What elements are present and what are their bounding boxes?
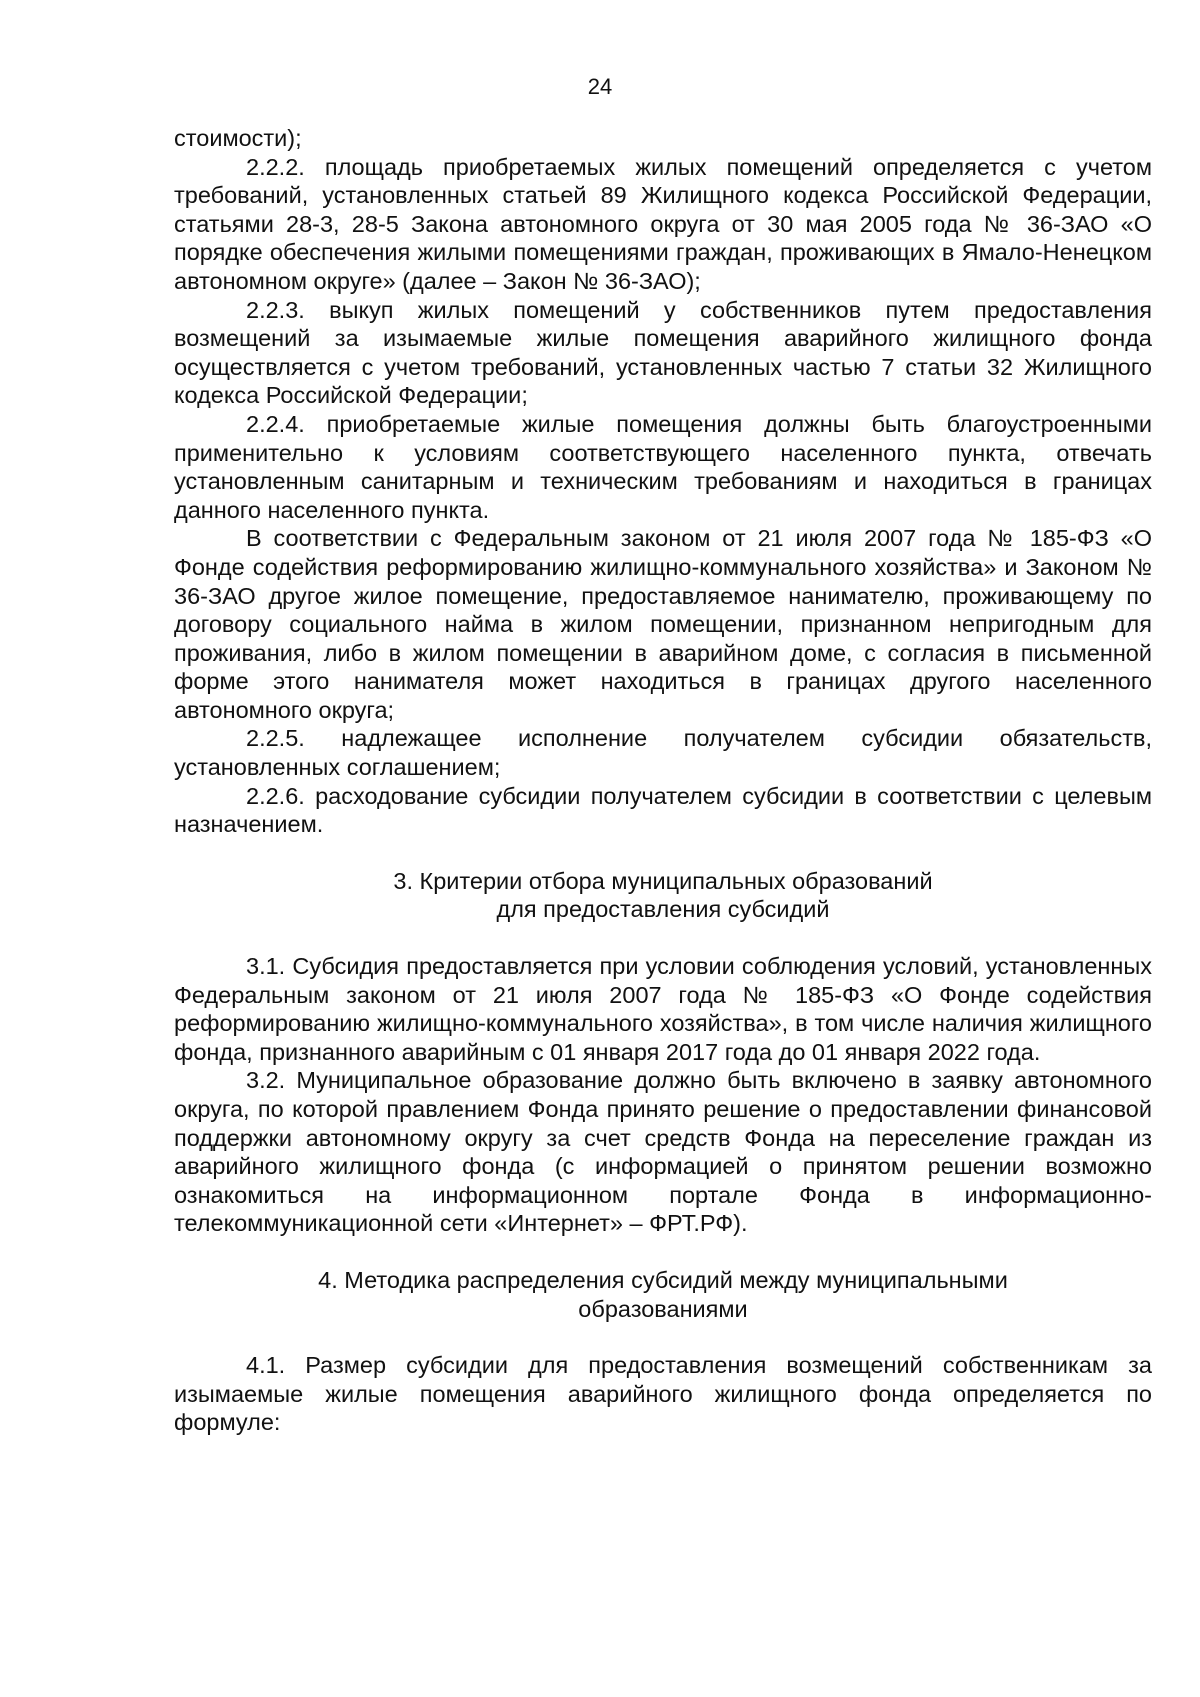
- section-4-body: [174, 1351, 1152, 1437]
- paragraph-federal-law: В соответствии с Федеральным законом от 21 июля 2007 года № 185-ФЗ «О Фонде содействия реформированию жилищно-коммунального хозяйства» и Законом № 36-ЗАО другое жилое помещение, предоставляемое нанимателю, проживающему по договору социального найма в жилом помещении, признанном непригодным для проживания, либо в жилом помещении в аварийном доме, с согласия в письменной форме этого нанимателя может находиться в границах другого населенного автономного округа;: [174, 525, 1152, 723]
- section-3-heading: [174, 867, 1152, 924]
- section-3-body: [174, 952, 1152, 1238]
- section-3-heading-line-1: 3. Критерии отбора муниципальных образований: [393, 867, 933, 894]
- paragraph-4-1: 4.1. Размер субсидии для предоставления возмещений собственникам за изымаемые жилые помещения аварийного жилищного фонда определяется по формуле:: [174, 1352, 1152, 1436]
- section-3-heading-line-2: для предоставления субсидий: [496, 896, 830, 923]
- page-number: 24: [587, 74, 613, 99]
- paragraph-3-1: 3.1. Субсидия предоставляется при условии соблюдения условий, установленных Федеральным законом от 21 июля 2007 года № 185-ФЗ «О Фонде содействия реформированию жилищно-коммунального хозяйства», в том числе наличия жилищного фонда, признанного аварийным с 01 января 2017 года до 01 января 2022 года.: [174, 953, 1152, 1065]
- paragraph-2-2-4: 2.2.4. приобретаемые жилые помещения должны быть благоустроенными применительно к условиям соответствующего населенного пункта, отвечать установленным санитарным и техническим требованиям и находиться в границах данного населенного пункта.: [174, 410, 1152, 523]
- paragraph-2-2-3: 2.2.3. выкуп жилых помещений у собственников путем предоставления возмещений за изымаемые жилые помещения аварийного жилищного фонда осуществляется с учетом требований, установленных частью 7 статьи 32 Жилищного кодекса Российской Федерации;: [174, 296, 1152, 409]
- paragraph-3-2: 3.2. Муниципальное образование должно быть включено в заявку автономного округа, по которой правлением Фонда принято решение о предоставлении финансовой поддержки автономному округу за счет средств Фонда на переселение граждан из аварийного жилищного фонда (с информацией о принятом решении возможно ознакомиться на информационном портале Фонда в информационно-телекоммуникационной сети «Интернет» – ФРТ.РФ).: [174, 1067, 1152, 1237]
- paragraph-2-2-6: 2.2.6. расходование субсидии получателем субсидии в соответствии с целевым назначением.: [174, 782, 1152, 838]
- section-4-heading-line-2: образованиями: [578, 1295, 748, 1322]
- section-4-heading-line-1: 4. Методика распределения субсидий между муниципальными: [318, 1266, 1008, 1293]
- section-4-heading: [174, 1266, 1152, 1323]
- paragraph-2-2-5: 2.2.5. надлежащее исполнение получателем субсидии обязательств, установленных соглашением;: [174, 725, 1152, 781]
- paragraph-2-2-2: 2.2.2. площадь приобретаемых жилых помещений определяется с учетом требований, установленных статьей 89 Жилищного кодекса Российской Федерации, статьями 28-3, 28-5 Закона автономного округа от 30 мая 2005 года № 36-ЗАО «О порядке обеспечения жилыми помещениями граждан, проживающих в Ямало-Ненецком автономном округе» (далее – Закон № 36-ЗАО);: [174, 153, 1152, 294]
- document-body: [174, 124, 1152, 1437]
- paragraph-continuation: стоимости);: [174, 125, 302, 151]
